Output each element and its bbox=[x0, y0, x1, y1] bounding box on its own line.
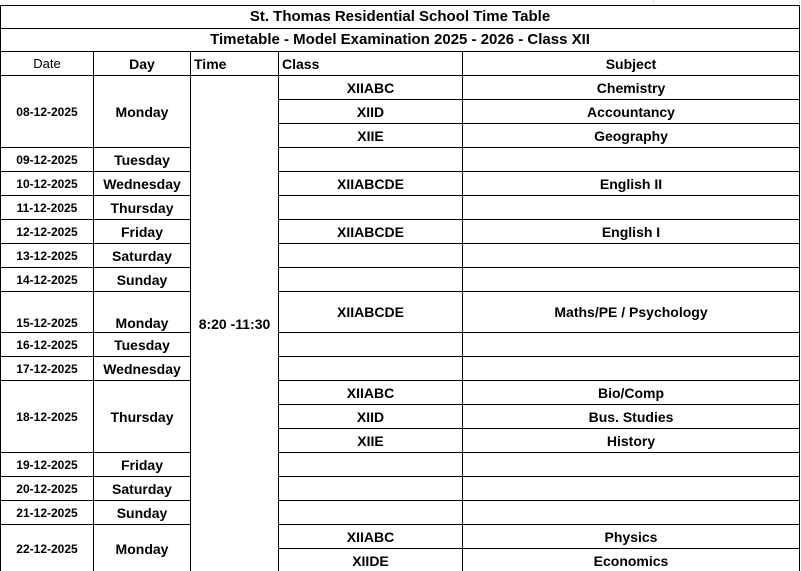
class-cell[interactable] bbox=[279, 244, 463, 268]
day-cell[interactable]: Sunday bbox=[94, 501, 191, 525]
subject-cell[interactable]: Geography bbox=[463, 124, 800, 148]
time-cell[interactable]: 8:20 -11:30 bbox=[191, 76, 279, 571]
subject-cell[interactable] bbox=[463, 477, 800, 501]
class-cell[interactable] bbox=[279, 148, 463, 172]
table-row bbox=[1, 333, 800, 357]
day-cell[interactable]: Friday bbox=[94, 453, 191, 477]
date-cell[interactable]: 22-12-2025 bbox=[1, 525, 94, 571]
class-cell[interactable] bbox=[279, 501, 463, 525]
date-cell[interactable]: 21-12-2025 bbox=[1, 501, 94, 525]
date-cell[interactable]: 12-12-2025 bbox=[1, 220, 94, 244]
header-class[interactable]: Class bbox=[279, 52, 463, 76]
header-day[interactable]: Day bbox=[94, 52, 191, 76]
table-row bbox=[1, 525, 800, 549]
table-row bbox=[1, 172, 800, 196]
header-subject[interactable]: Subject bbox=[463, 52, 800, 76]
class-cell[interactable] bbox=[279, 333, 463, 357]
day-cell[interactable]: Monday bbox=[94, 292, 191, 333]
class-cell[interactable] bbox=[279, 268, 463, 292]
day-cell[interactable]: Monday bbox=[94, 525, 191, 571]
date-cell[interactable]: 13-12-2025 bbox=[1, 244, 94, 268]
table-row bbox=[1, 268, 800, 292]
sheet-title[interactable]: St. Thomas Residential School Time Table bbox=[1, 6, 800, 29]
class-cell[interactable]: XIID bbox=[279, 100, 463, 124]
table-row bbox=[1, 292, 800, 333]
table-row bbox=[1, 148, 800, 172]
subject-cell[interactable] bbox=[463, 333, 800, 357]
date-cell[interactable]: 14-12-2025 bbox=[1, 268, 94, 292]
day-cell[interactable]: Saturday bbox=[94, 244, 191, 268]
date-cell[interactable]: 20-12-2025 bbox=[1, 477, 94, 501]
day-cell[interactable]: Friday bbox=[94, 220, 191, 244]
date-cell[interactable]: 19-12-2025 bbox=[1, 453, 94, 477]
subject-cell[interactable]: English I bbox=[463, 220, 800, 244]
day-cell[interactable]: Thursday bbox=[94, 196, 191, 220]
class-cell[interactable]: XIIABCDE bbox=[279, 220, 463, 244]
table-row bbox=[1, 477, 800, 501]
subject-cell[interactable] bbox=[463, 244, 800, 268]
header-date[interactable]: Date bbox=[1, 52, 94, 76]
subject-cell[interactable] bbox=[463, 501, 800, 525]
subject-cell[interactable]: Economics bbox=[463, 549, 800, 571]
day-cell[interactable]: Sunday bbox=[94, 268, 191, 292]
class-cell[interactable] bbox=[279, 453, 463, 477]
day-cell[interactable]: Wednesday bbox=[94, 172, 191, 196]
date-cell[interactable]: 11-12-2025 bbox=[1, 196, 94, 220]
day-cell[interactable]: Wednesday bbox=[94, 357, 191, 381]
subject-cell[interactable] bbox=[463, 268, 800, 292]
day-cell[interactable]: Monday bbox=[94, 76, 191, 148]
class-cell[interactable]: XIIABC bbox=[279, 525, 463, 549]
subject-cell[interactable] bbox=[463, 196, 800, 220]
header-time[interactable]: Time bbox=[191, 52, 279, 76]
class-cell[interactable]: XIIDE bbox=[279, 549, 463, 571]
subject-cell[interactable]: Bus. Studies bbox=[463, 405, 800, 429]
class-cell[interactable]: XIIE bbox=[279, 429, 463, 453]
date-cell[interactable]: 16-12-2025 bbox=[1, 333, 94, 357]
subject-cell[interactable] bbox=[463, 148, 800, 172]
class-cell[interactable]: XIIABC bbox=[279, 381, 463, 405]
date-cell[interactable]: 15-12-2025 bbox=[1, 292, 94, 333]
date-cell[interactable]: 09-12-2025 bbox=[1, 148, 94, 172]
table-row bbox=[1, 76, 800, 100]
class-cell[interactable] bbox=[279, 357, 463, 381]
sheet-subtitle[interactable]: Timetable - Model Examination 2025 - 2026 - Class XII bbox=[1, 29, 800, 52]
day-cell[interactable]: Tuesday bbox=[94, 333, 191, 357]
class-cell[interactable]: XIID bbox=[279, 405, 463, 429]
subject-cell[interactable]: Bio/Comp bbox=[463, 381, 800, 405]
subject-cell[interactable]: Chemistry bbox=[463, 76, 800, 100]
subject-cell[interactable] bbox=[463, 453, 800, 477]
table-row bbox=[1, 381, 800, 405]
date-cell[interactable]: 18-12-2025 bbox=[1, 381, 94, 453]
class-cell[interactable]: XIIABC bbox=[279, 76, 463, 100]
subject-cell[interactable] bbox=[463, 357, 800, 381]
subject-cell[interactable]: Maths/PE / Psychology bbox=[463, 292, 800, 333]
date-cell[interactable]: 08-12-2025 bbox=[1, 76, 94, 148]
class-cell[interactable]: XIIE bbox=[279, 124, 463, 148]
subject-cell[interactable]: English II bbox=[463, 172, 800, 196]
table-row bbox=[1, 220, 800, 244]
class-cell[interactable]: XIIABCDE bbox=[279, 172, 463, 196]
table-row bbox=[1, 453, 800, 477]
subject-cell[interactable]: Accountancy bbox=[463, 100, 800, 124]
day-cell[interactable]: Thursday bbox=[94, 381, 191, 453]
class-cell[interactable] bbox=[279, 477, 463, 501]
table-row bbox=[1, 196, 800, 220]
day-cell[interactable]: Tuesday bbox=[94, 148, 191, 172]
day-cell[interactable]: Saturday bbox=[94, 477, 191, 501]
date-cell[interactable]: 10-12-2025 bbox=[1, 172, 94, 196]
date-cell[interactable]: 17-12-2025 bbox=[1, 357, 94, 381]
timetable bbox=[0, 5, 800, 571]
class-cell[interactable]: XIIABCDE bbox=[279, 292, 463, 333]
table-row bbox=[1, 357, 800, 381]
table-row bbox=[1, 501, 800, 525]
class-cell[interactable] bbox=[279, 196, 463, 220]
table-row bbox=[1, 244, 800, 268]
subject-cell[interactable]: Physics bbox=[463, 525, 800, 549]
subject-cell[interactable]: History bbox=[463, 429, 800, 453]
